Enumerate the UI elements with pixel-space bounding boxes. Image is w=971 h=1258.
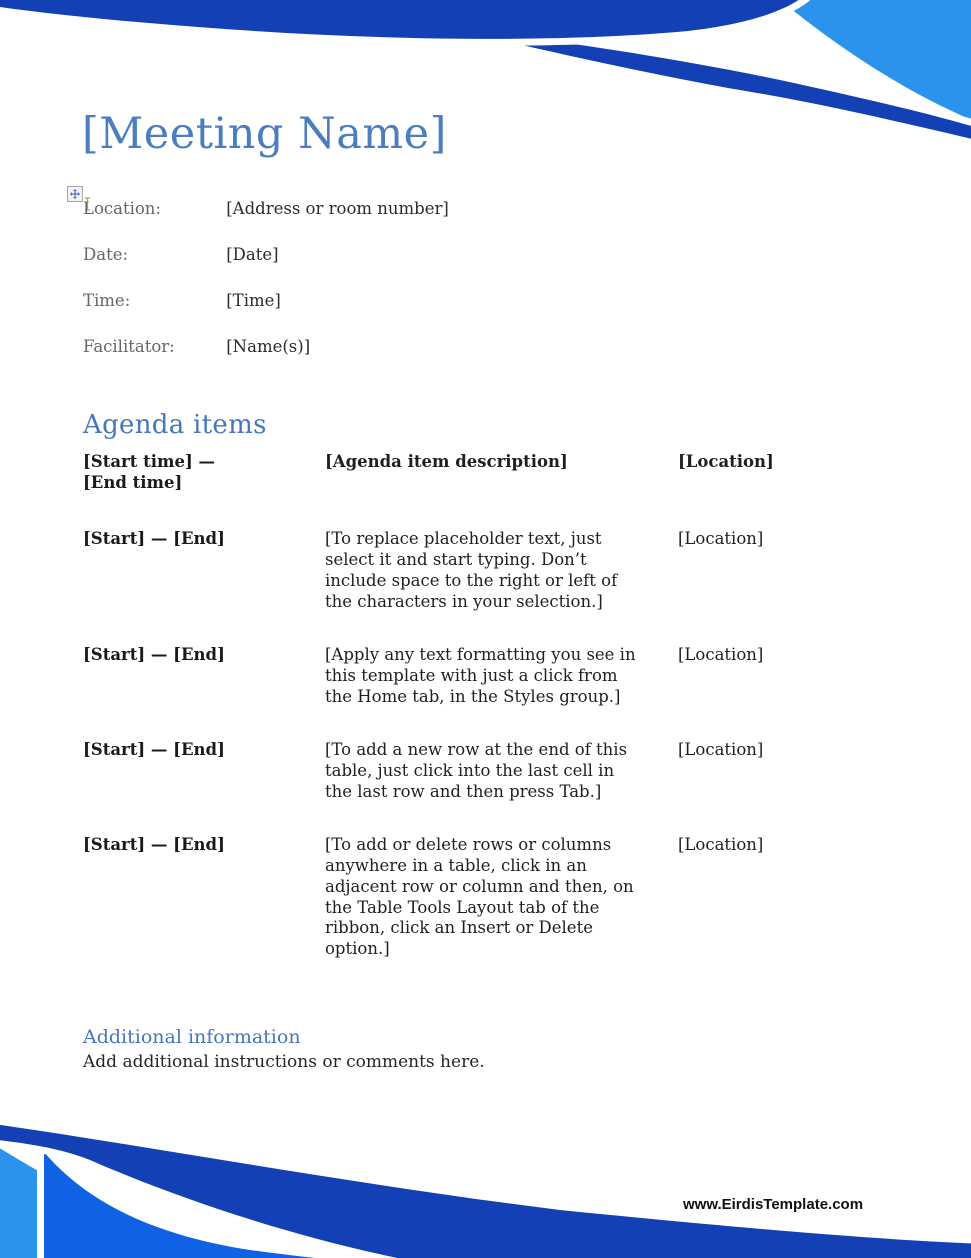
footer-wave-graphic xyxy=(0,1118,971,1258)
table-move-handle[interactable] xyxy=(67,186,83,202)
agenda-row-location[interactable]: [Location] xyxy=(678,645,764,665)
date-label: Date: xyxy=(83,245,129,264)
detail-row-date xyxy=(83,245,449,264)
detail-row-facilitator xyxy=(83,337,449,356)
additional-information-body[interactable]: Add additional instructions or comments here. xyxy=(83,1052,485,1072)
detail-row-time xyxy=(83,291,449,310)
agenda-header-location[interactable]: [Location] xyxy=(678,452,774,471)
agenda-row-4 xyxy=(83,835,953,959)
location-label: Location: xyxy=(83,199,161,218)
meeting-details xyxy=(83,199,449,383)
detail-row-location xyxy=(83,199,449,218)
facilitator-value[interactable]: [Name(s)] xyxy=(226,337,311,356)
time-label: Time: xyxy=(83,291,131,310)
agenda-row-time[interactable]: [Start] — [End] xyxy=(83,529,225,549)
agenda-row-time[interactable]: [Start] — [End] xyxy=(83,645,225,665)
time-value[interactable]: [Time] xyxy=(226,291,281,310)
agenda-header-row xyxy=(83,452,953,493)
agenda-row-description[interactable]: [To add or delete rows or columns anywhere in a table, click in an adjacent row or column and then, on the Table Tools Layout tab of the ribbon, click an Insert or Delete option.] xyxy=(325,835,634,958)
agenda-table xyxy=(83,452,953,993)
agenda-row-location[interactable]: [Location] xyxy=(678,740,764,760)
additional-information-heading: Additional information xyxy=(83,1026,301,1048)
agenda-row-3 xyxy=(83,740,953,802)
location-value[interactable]: [Address or room number] xyxy=(226,199,449,218)
agenda-row-1 xyxy=(83,529,953,612)
agenda-row-description[interactable]: [To add a new row at the end of this table, just click into the last cell in the last row and then press Tab.] xyxy=(325,740,628,801)
agenda-header-description[interactable]: [Agenda item description] xyxy=(325,452,568,471)
agenda-header-time[interactable]: [Start time] — [End time] xyxy=(83,452,215,492)
meeting-name-title[interactable]: [Meeting Name] xyxy=(82,109,447,159)
agenda-row-location[interactable]: [Location] xyxy=(678,529,764,549)
agenda-row-time[interactable]: [Start] — [End] xyxy=(83,835,225,855)
agenda-items-heading: Agenda items xyxy=(83,410,267,440)
date-value[interactable]: [Date] xyxy=(226,245,279,264)
agenda-row-description[interactable]: [To replace placeholder text, just select it and start typing. Don’t include space to the right or left of the characters in your selection.] xyxy=(325,529,618,611)
watermark-url: www.EirdisTemplate.com xyxy=(683,1196,864,1213)
agenda-row-time[interactable]: [Start] — [End] xyxy=(83,740,225,760)
agenda-row-description[interactable]: [Apply any text formatting you see in this template with just a click from the Home tab, in the Styles group.] xyxy=(325,645,636,706)
move-cross-icon xyxy=(70,189,80,199)
agenda-row-2 xyxy=(83,645,953,707)
facilitator-label: Facilitator: xyxy=(83,337,175,356)
agenda-row-location[interactable]: [Location] xyxy=(678,835,764,855)
